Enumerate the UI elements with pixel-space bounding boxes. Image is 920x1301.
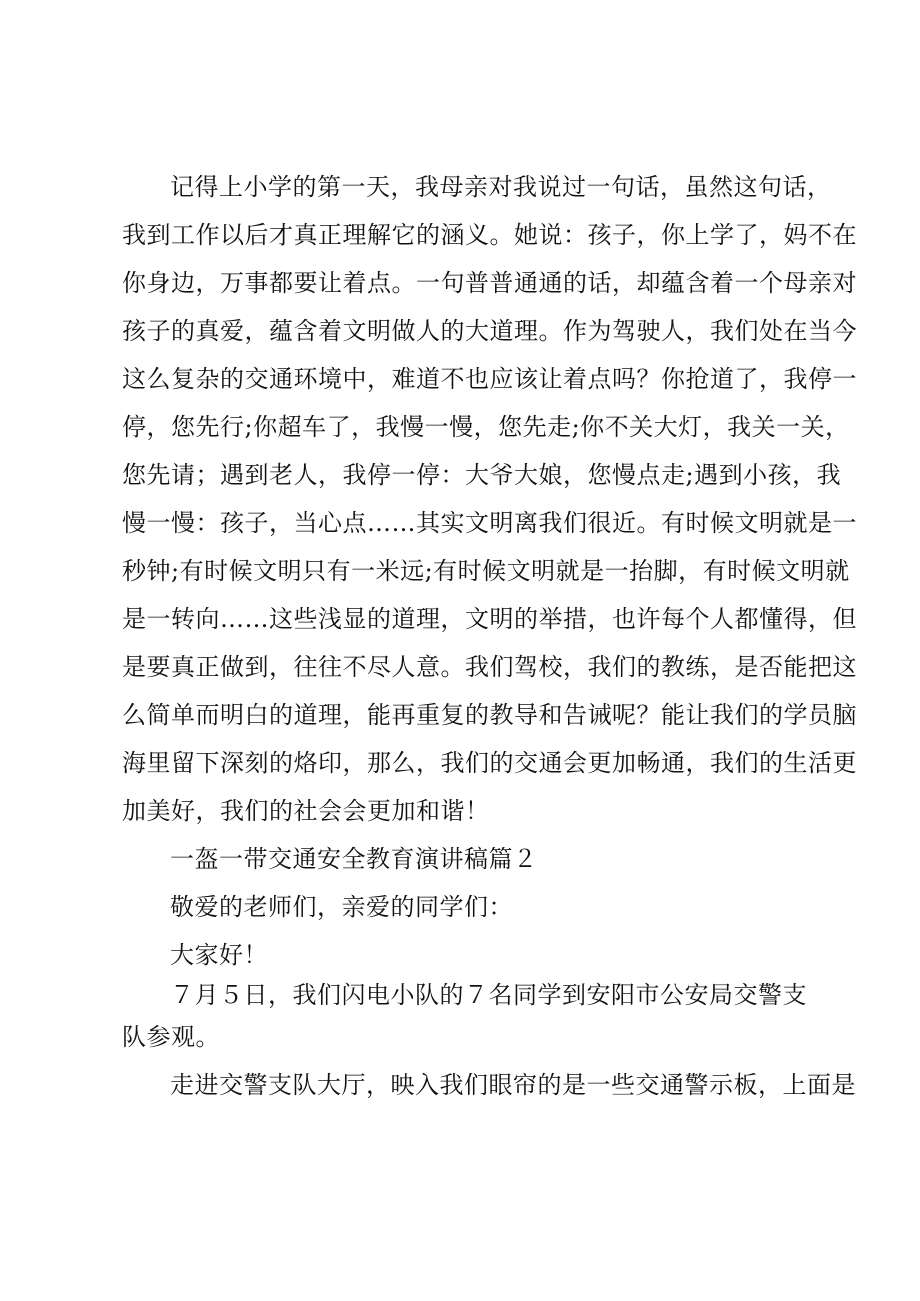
paragraph-2-line-2: 队参观。 [122, 1023, 220, 1051]
paragraph-1-line-10: 是一转向……这些浅显的道理，文明的举措，也许每个人都懂得，但 [122, 605, 857, 633]
paragraph-1-line-14: 加美好，我们的社会会更加和谐！ [122, 797, 490, 825]
paragraph-1-line-5: 这么复杂的交通环境中，难道不也应该让着点吗？你抢道了，我停一 [122, 365, 857, 393]
greeting: 大家好！ [170, 941, 268, 969]
paragraph-1-line-8: 慢一慢：孩子，当心点……其实文明离我们很近。有时候文明就是一 [122, 509, 857, 537]
paragraph-1-line-11: 是要真正做到，往往不尽人意。我们驾校，我们的教练，是否能把这 [122, 653, 857, 681]
paragraph-1-line-1: 记得上小学的第一天，我母亲对我说过一句话，虽然这句话， [170, 173, 832, 201]
paragraph-1-line-6: 停，您先行;你超车了，我慢一慢，您先走;你不关大灯，我关一关， [122, 413, 850, 441]
paragraph-1-line-9: 秒钟;有时候文明只有一米远;有时候文明就是一抬脚，有时候文明就 [122, 557, 850, 585]
paragraph-1-line-2: 我到工作以后才真正理解它的涵义。她说：孩子，你上学了，妈不在 [122, 221, 857, 249]
salutation: 敬爱的老师们，亲爱的同学们： [170, 893, 513, 921]
paragraph-2-line-1: ７月５日，我们闪电小队的７名同学到安阳市公安局交警支 [170, 981, 807, 1009]
paragraph-1-line-3: 你身边，万事都要让着点。一句普普通通的话，却蕴含着一个母亲对 [122, 269, 857, 297]
paragraph-1-line-7: 您先请；遇到老人，我停一停：大爷大娘，您慢点走;遇到小孩，我 [122, 461, 842, 489]
paragraph-1-line-13: 海里留下深刻的烙印，那么，我们的交通会更加畅通，我们的生活更 [122, 749, 857, 777]
paragraph-1-line-4: 孩子的真爱，蕴含着文明做人的大道理。作为驾驶人，我们处在当今 [122, 317, 857, 345]
paragraph-3-line-1: 走进交警支队大厅，映入我们眼帘的是一些交通警示板，上面是 [170, 1071, 856, 1099]
section-title: 一盔一带交通安全教育演讲稿篇２ [170, 845, 538, 873]
paragraph-1-line-12: 么简单而明白的道理，能再重复的教导和告诫呢？能让我们的学员脑 [122, 701, 857, 729]
